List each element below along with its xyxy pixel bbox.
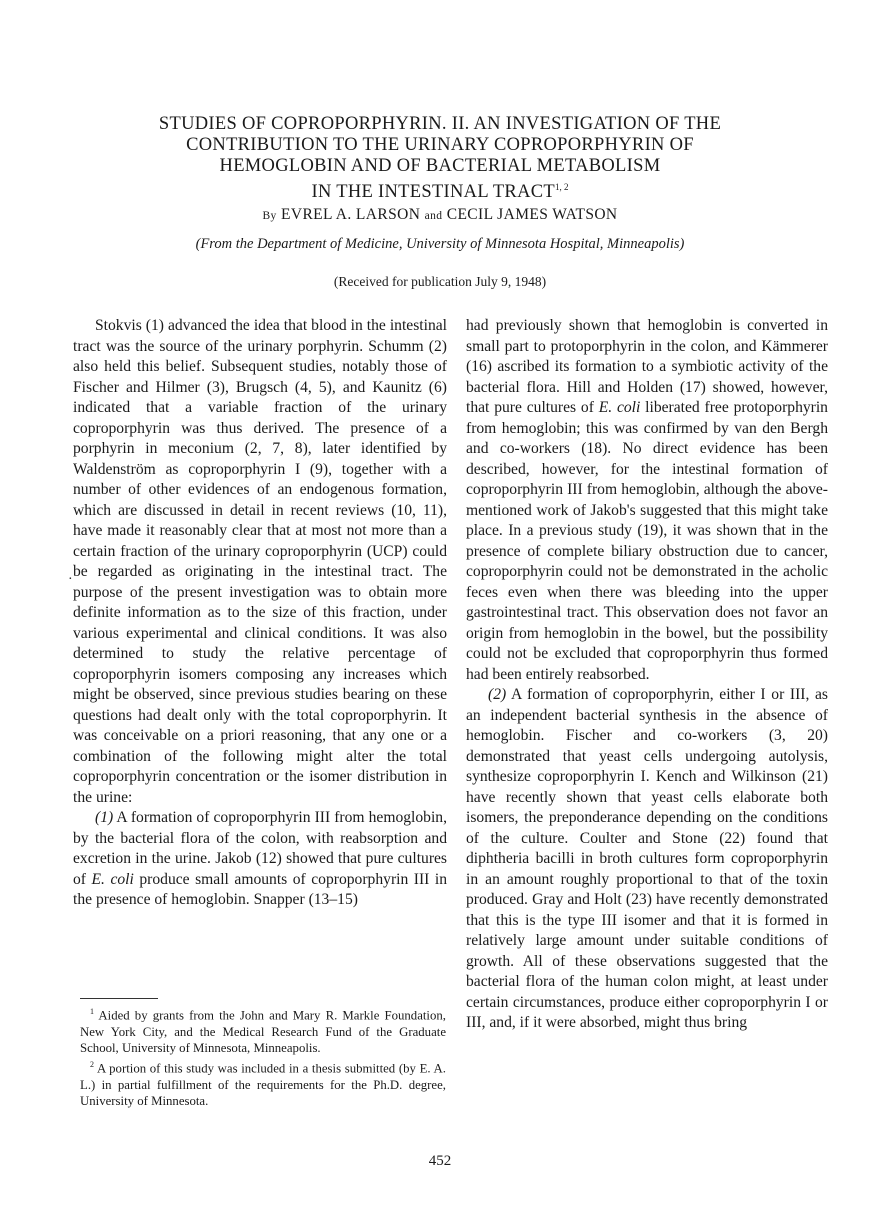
continuation-ecoli: E. coli — [598, 399, 641, 416]
footnote-2-text: A portion of this study was included in a thesis submitted (by E. A. L.) in partial fulfillment of the requirements for the Ph.D. degree, University of Minnesota. — [80, 1061, 446, 1109]
byline-by: By — [262, 210, 277, 222]
point-2-text: A formation of coproporphyrin, either I or III, as an independent bacterial synthesis in the absence of hemoglobin. Fischer and co-workers (3, 20) demonstrated that yeast cells undergoing autolysis, synthesize coproporphyrin I. Kench and Wilkinson (21) have recently shown that yeast cells elaborate both isomers, the preponderance depending on the conditions of the culture. Coulter and Stone (22) found that diphtheria bacilli in broth cultures form coproporphyrin in an amount roughly proportional to that of the toxin produced. Gray and Holt (23) have recently demonstrated that this is the type III isomer and that it is formed in relatively large amount under suitable conditions of growth. All of these observations suggested that the bacterial flora of the human colon might, at least under certain circumstances, produce either coproporphyrin I or III, and, if it were absorbed, might thus bring — [466, 686, 828, 1031]
title-line-3: HEMOGLOBIN AND OF BACTERIAL METABOLISM — [219, 156, 661, 176]
footnote-2-mark: 2 — [90, 1059, 94, 1069]
point-2-paragraph — [466, 685, 828, 1034]
article-title — [100, 114, 780, 203]
title-line-4-text: IN THE INTESTINAL TRACT — [311, 182, 555, 203]
affiliation: (From the Department of Medicine, University of Minnesota Hospital, Minneapolis) — [195, 236, 685, 252]
author-2: CECIL JAMES WATSON — [446, 206, 618, 223]
footnote-1-mark: 1 — [90, 1007, 94, 1016]
title-line-1: STUDIES OF COPROPORPHYRIN. II. AN INVESTIGATION OF THE — [158, 114, 722, 134]
author-byline — [0, 206, 880, 224]
author-1: EVREL A. LARSON — [280, 206, 421, 223]
footnote-1-text: Aided by grants from the John and Mary R. Markle Foundation, New York City, and the Medical Research Fund of the Graduate School, University of Minnesota, Minneapolis. — [80, 1008, 446, 1056]
point-1-ecoli: E. coli — [91, 870, 134, 888]
continuation-text-b: liberated free protoporphyrin from hemoglobin; this was confirmed by van den Bergh and co-workers (18). No direct evidence has been described, however, for the intestinal formation of coproporphyrin III from hemoglobin, although the above-mentioned work of Jakob's suggested that this might take place. In a previous study (19), it was shown that in the presence of complete biliary obstruction due to cancer, coproporphyrin could not be demonstrated in the acholic feces even when there was bleeding into the upper gastrointestinal tract. This observation does not favor an origin from hemoglobin in the bowel, but the possibility could not be excluded that coproporphyrin thus formed had been entirely reabsorbed. — [466, 399, 828, 683]
footnote-2 — [80, 1057, 446, 1110]
footnotes — [80, 1004, 446, 1110]
right-column — [466, 316, 828, 1034]
title-line-4 — [100, 177, 780, 203]
page-number: 452 — [428, 1153, 452, 1169]
point-1-text-a: A formation of coproporphyrin III from hemoglobin, by the bacterial flora of the colon, with reabsorption and excretion in the urine. Jakob (12) showed that pure cultures of — [73, 809, 447, 888]
point-1-text-b: produce small amounts of coproporphyrin III in the presence of hemoglobin. Snapper (13–15) — [73, 870, 447, 908]
intro-paragraph: Stokvis (1) advanced the idea that blood in the intestinal tract was the source of the urinary porphyrin. Schumm (2) also held this belief. Subsequent studies, notably those of Fischer and Hilmer (3), Brugsch (4, 5), and Kaunitz (6) indicated that a variable fraction of the urinary coproporphyrin was thus derived. The presence of a porphyrin in meconium (2, 7, 8), later identified by Waldenström as coproporphyrin I (9), together with a number of other evidences of an endogenous formation, which are discussed in detail in recent reviews (10, 11), have made it reasonably clear that at most not more than a certain fraction of the urinary coproporphyrin (UCP) could be regarded as originating in the intestinal tract. The purpose of the present investigation was to obtain more definite information as to the size of this fraction, under various experimental and clinical conditions. It was also determined to study the relative percentage of coproporphyrin isomers composing any increases which might be observed, since previous studies bearing on these questions had dealt only with the total coproporphyrin. It was conceivable on a priori reasoning, that any one or a combination of the following might alter the total coproporphyrin concentration or the isomer distribution in the urine: — [73, 317, 447, 806]
byline-and: and — [424, 210, 443, 222]
footnote-1 — [80, 1004, 446, 1057]
point-1-continuation — [466, 316, 828, 685]
title-footnote-marks: 1, 2 — [554, 182, 569, 192]
margin-mark: · — [68, 572, 73, 587]
point-1-number: (1) — [95, 809, 114, 826]
left-column — [73, 316, 447, 911]
continuation-text-a: had previously shown that hemoglobin is converted in small part to protoporphyrin in the colon, and Kämmerer (16) ascribed its formation to a symbiotic activity of the bacterial flora. Hill and Holden (17) showed, however, that pure cultures of — [466, 317, 828, 416]
point-1-paragraph — [73, 808, 447, 911]
footnote-rule — [80, 998, 158, 999]
title-line-2: CONTRIBUTION TO THE URINARY COPROPORPHYRIN OF — [186, 135, 694, 155]
point-2-number: (2) — [488, 686, 507, 703]
received-date: (Received for publication July 9, 1948) — [333, 274, 547, 289]
